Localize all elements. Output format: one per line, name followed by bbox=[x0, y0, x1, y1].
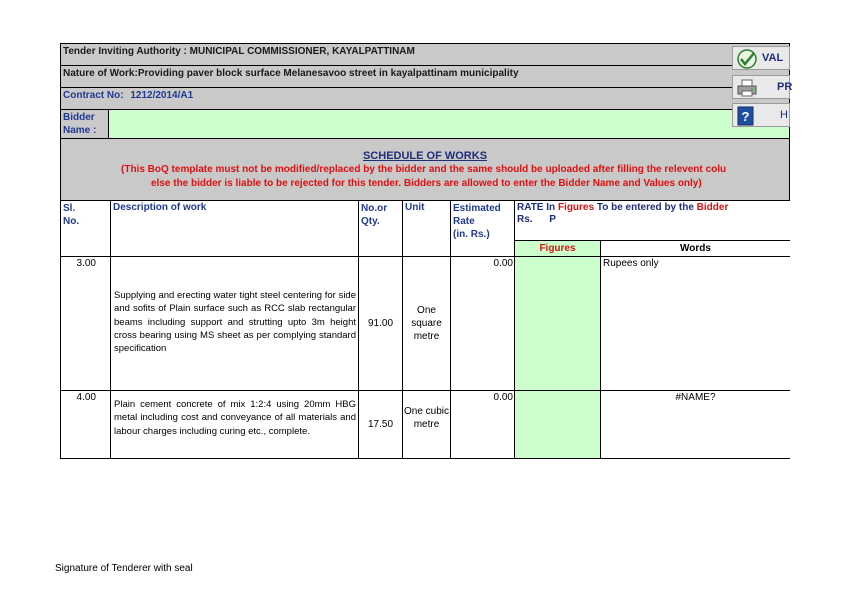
row1-desc-cell bbox=[111, 257, 359, 391]
row1-unit: One square metre bbox=[403, 257, 451, 391]
schedule-note-1: (This BoQ template must not be modified/replaced by the bidder and the same should be uploaded after filling the relevent colu bbox=[121, 164, 727, 175]
help-icon bbox=[736, 106, 756, 126]
col-unit: Unit bbox=[403, 201, 451, 257]
authority-text: Tender Inviting Authority : MUNICIPAL COMMISSIONER, KAYALPATTINAM bbox=[63, 46, 415, 57]
schedule-title: SCHEDULE OF WORKS bbox=[362, 150, 488, 162]
contract-number: 1212/2014/A1 bbox=[130, 90, 194, 101]
row1-qty: 91.00 bbox=[359, 257, 403, 391]
rate-text-a: RATE In bbox=[517, 202, 558, 213]
bidder-label bbox=[61, 110, 109, 138]
contract-label: Contract No: bbox=[63, 90, 124, 101]
boq-table bbox=[60, 200, 790, 459]
row2-sl: 4.00 bbox=[61, 391, 111, 459]
check-icon bbox=[736, 49, 758, 69]
row1-est-rate: 0.00 bbox=[451, 257, 515, 391]
print-button[interactable] bbox=[732, 75, 793, 99]
col-rate-header bbox=[515, 201, 790, 241]
row2-figures-input[interactable] bbox=[515, 391, 601, 459]
help-label: H bbox=[780, 109, 788, 121]
contract-row bbox=[60, 87, 790, 109]
bidder-label-line2: Name : bbox=[63, 125, 97, 136]
col-words: Words bbox=[601, 241, 790, 257]
rs-p-label: Rs. P bbox=[517, 214, 556, 225]
work-row bbox=[60, 65, 790, 87]
row1-description: Supplying and erecting water tight steel centering for side and sofits of Plain surface such as RCC slab rectangular beams including support and strutting upto 3m height cross bearing using MS sheet as per complying standard specification bbox=[114, 290, 356, 355]
work-text: Nature of Work:Providing paver block surface Melanesavoo street in kayalpattinam municipality bbox=[63, 68, 519, 79]
col-qty: No.or Qty. bbox=[359, 201, 403, 257]
rate-text-b: Figures bbox=[557, 202, 595, 213]
print-label: PR bbox=[777, 81, 793, 93]
col-est-rate: Estimated Rate (in. Rs.) bbox=[451, 201, 515, 257]
signature-text: Signature of Tenderer with seal bbox=[55, 563, 193, 574]
authority-row bbox=[60, 43, 790, 65]
row2-words: #NAME? bbox=[601, 391, 790, 459]
row2-est-rate: 0.00 bbox=[451, 391, 515, 459]
print-icon bbox=[736, 78, 758, 98]
row1-words: Rupees only bbox=[601, 257, 790, 391]
svg-text:?: ? bbox=[741, 109, 750, 124]
row2-description: Plain cement concrete of mix 1:2:4 using 20mm HBG metal including cost and conveyance of all materials and labour charges including curing etc., complete. bbox=[114, 399, 356, 437]
help-button[interactable] bbox=[732, 103, 790, 127]
row2-unit: One cubic metre bbox=[403, 391, 451, 459]
schedule-note-2: else the bidder is liable to be rejected for this tender. Bidders are allowed to enter the Bidder Name and Values only) bbox=[151, 178, 702, 189]
validate-label: VAL bbox=[762, 52, 784, 64]
bidder-name-input[interactable] bbox=[110, 110, 730, 138]
col-desc: Description of work bbox=[111, 201, 359, 257]
col-figures: Figures bbox=[515, 241, 601, 257]
row2-qty: 17.50 bbox=[359, 391, 403, 459]
row1-sl: 3.00 bbox=[61, 257, 111, 391]
schedule-banner bbox=[60, 138, 790, 200]
rate-text-d: Bidder bbox=[696, 202, 729, 213]
col-sl: Sl. No. bbox=[61, 201, 111, 257]
rate-text-c: To be entered by the bbox=[594, 202, 697, 213]
validate-button[interactable] bbox=[732, 46, 790, 70]
row2-desc-cell bbox=[111, 391, 359, 459]
row1-figures-input[interactable] bbox=[515, 257, 601, 391]
bidder-label-line1: Bidder bbox=[63, 112, 95, 123]
